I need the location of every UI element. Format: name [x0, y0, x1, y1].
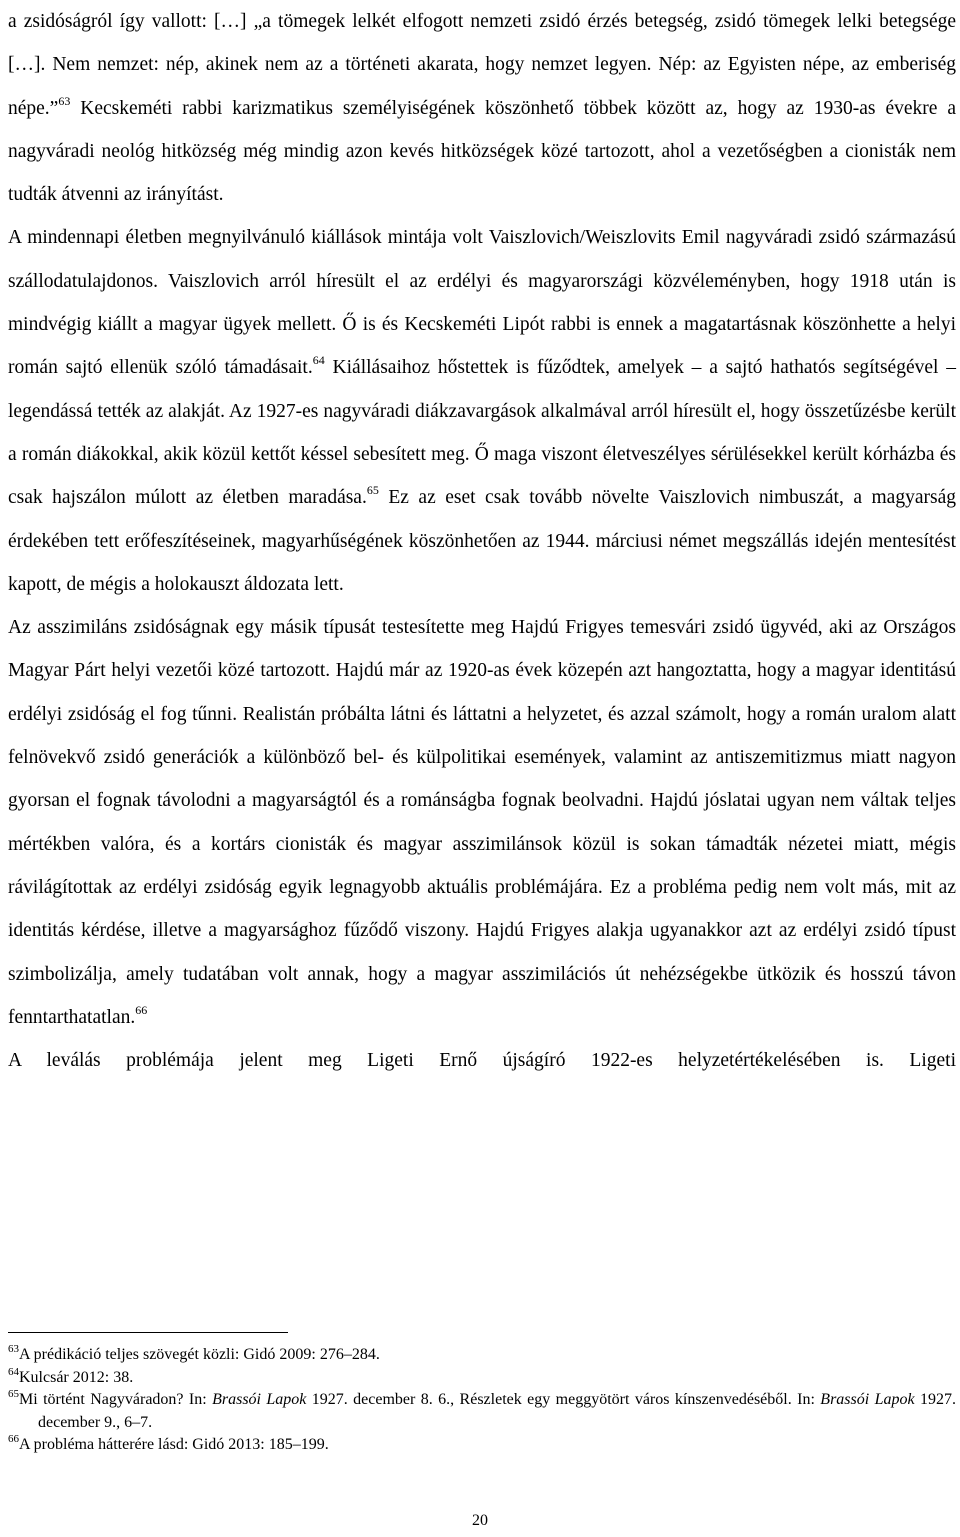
paragraph-3-text: Az asszimiláns zsidóságnak egy másik típusát testesítette meg Hajdú Frigyes temesvári zsidó ügyvéd, aki az Országos Magyar Párt helyi vezetői közé tartozott. Hajdú már az 1920-as évek közepén azt hangoztatta, hogy a magyar identitású erdélyi zsidóság el fog tűnni. Realistán próbálta látni és láttatni a helyzetet, és azzal számolt, hogy a román uralom alatt felnövekvő zsidó generációk a különböző bel- és külpolitikai események, valamint az antiszemitizmus miatt nagyon gyorsan el fognak távolodni a magyarságtól és a románságba fognak beolvadni. Hajdú jóslatai ugyan nem váltak teljes mértékben valóra, és a kortárs cionisták és magyar asszimilánsok közül is sokan támadták nézetei miatt, mégis rávilágítottak az erdélyi zsidóság egyik legnagyobb aktuális problémájára. Ez a probléma pedig nem volt más, mit az identitás kérdése, illetve a magyarsághoz fűződő viszony. Hajdú Frigyes alakja ugyanakkor azt az erdélyi zsidó típust szimbolizálja, amely tudatában volt annak, hogy a magyar asszimilációs út nehézségekbe ütközik és hosszú távon fenntarthatatlan. [8, 617, 956, 1028]
page-number: 20 [472, 1512, 488, 1529]
footnote-number: 64 [8, 1365, 19, 1378]
paragraph-1-text-cont: Kecskeméti rabbi karizmatikus személyiségének köszönhető többek között az, hogy az 1930-as évekre a nagyváradi neológ hitközség még mindig azon kevés hitközségek közé tartozott, ahol a vezetőségben a cionisták nem tudták átvenni az irányítást. [8, 97, 956, 206]
footnote-text: Mi történt Nagyváradon? In: [19, 1391, 213, 1408]
paragraph-2-text-end: Ez az eset csak tovább növelte Vaiszlovich nimbuszát, a magyarság érdekében tett erőfeszítéseinek, magyarhűségének köszönhetően az 1944. márciusi német megszállás idején mentesítést kapott, de mégis a holokauszt áldozata lett. [8, 487, 956, 595]
footnote-text: A prédikáció teljes szövegét közli: Gidó 2009: 276–284. [19, 1346, 380, 1363]
footnote-64 [8, 1367, 956, 1390]
footnote-text-cont: 1927. december 8. 6., Részletek egy meggyötört város kínszenvedéséből. In: [306, 1391, 821, 1408]
footnote-text: Kulcsár 2012: 38. [19, 1368, 134, 1386]
footnote-ref-65[interactable]: 65 [366, 483, 379, 498]
footnote-66 [8, 1434, 956, 1457]
paragraph-2-text-cont: Kiállásaihoz hőstettek is fűződtek, amelyek – a sajtó hathatós segítségével – legendássá tették az alakját. Az 1927-es nagyváradi diákzavargások alkalmával arról híresült el, hogy összetűzésbe került a román diákokkal, akik közül kettőt késsel sebesített meg. Ő maga viszont életveszélyes sérülésekkel került kórházba és csak hajszálon múlott az életben maradása. [8, 357, 956, 509]
footnote-text-end: 1927. december 9., 6–7. [38, 1391, 956, 1431]
paragraph-2-text: A mindennapi életben megnyilvánuló kiállások mintája volt Vaiszlovich/Weiszlovits Emil nagyváradi zsidó származású szállodatulajdonos. Vaiszlovich arról híresült el az erdélyi és magyarországi közvéleményben, hogy 1918 után is mindvégig kiállt a magyar ügyek mellett. Ő is és Kecskeméti Lipót rabbi is ennek a magatartásnak köszönhette a helyi román sajtó ellenük szóló támadásait. [8, 227, 956, 379]
footnote-source-title: Brassói Lapok [212, 1391, 307, 1408]
paragraph-1-text: a zsidóságról így vallott: […] „a tömegek lelkét elfogott nemzeti zsidó érzés betegség, zsidó tömegek lelki betegsége […]. Nem nemzet: nép, akinek nem az a történeti akarata, hogy nemzet legyen. Nép: az Egyisten népe, az emberiség népe.” [8, 11, 956, 119]
paragraph-4 [8, 1039, 956, 1082]
footnotes [8, 1344, 956, 1457]
footnote-65 [8, 1389, 956, 1434]
footnote-ref-66[interactable]: 66 [135, 1002, 148, 1017]
main-text [8, 0, 956, 1082]
footnote-ref-63[interactable]: 63 [58, 93, 71, 108]
paragraph-3 [8, 606, 956, 1039]
footnote-text: A probléma hátterére lásd: Gidó 2013: 185–199. [19, 1436, 329, 1453]
footnote-source-title: Brassói Lapok [820, 1391, 915, 1408]
footnote-number: 65 [8, 1388, 19, 1400]
paragraph-2 [8, 216, 956, 606]
footnote-number: 66 [8, 1433, 19, 1445]
footnote-number: 63 [8, 1343, 19, 1355]
footnote-ref-64[interactable]: 64 [312, 353, 325, 368]
paragraph-1 [8, 0, 956, 216]
page-body [8, 0, 956, 1082]
footnote-63 [8, 1344, 956, 1367]
paragraph-4-text: A leválás problémája jelent meg Ligeti Ernő újságíró 1922-es helyzetértékelésében is. Ligeti [8, 1050, 956, 1072]
footnote-separator [8, 1332, 288, 1333]
